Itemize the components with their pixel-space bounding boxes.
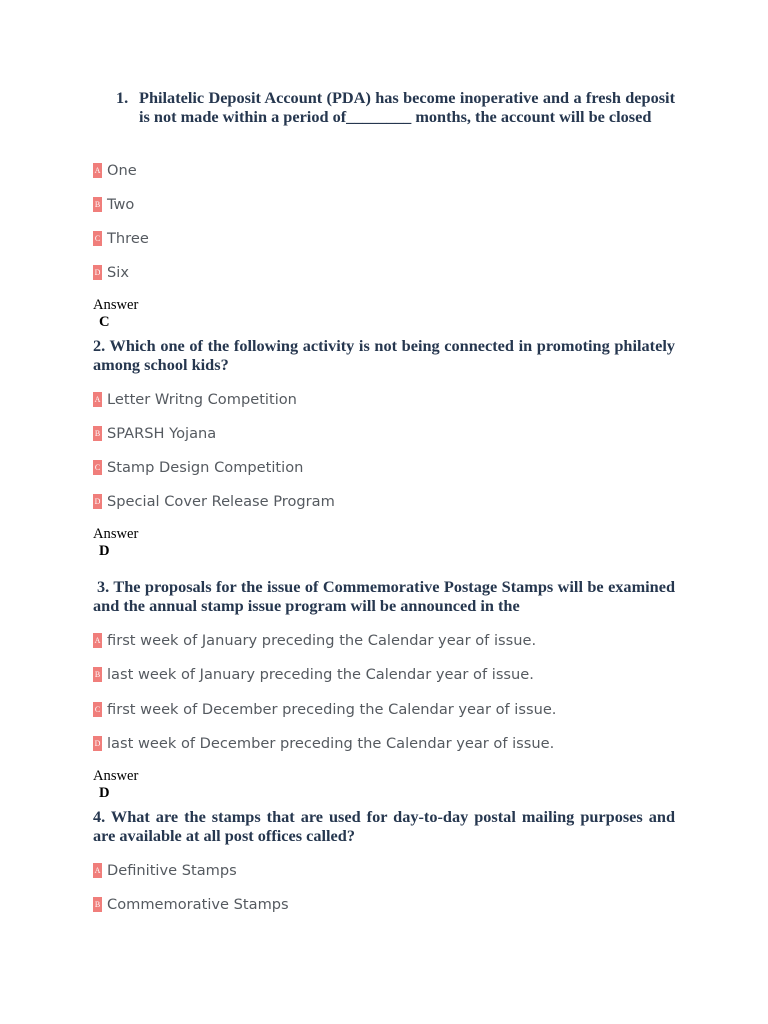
option-a[interactable] [93,390,297,408]
option-letter-badge: A [93,633,102,648]
option-text: Three [107,229,149,247]
answer-label: Answer [93,768,139,784]
option-c[interactable] [93,458,303,476]
option-a[interactable] [93,631,536,649]
option-b[interactable] [93,895,289,913]
option-text: first week of January preceding the Calendar year of issue. [107,631,537,649]
question-number: 1. [116,88,129,107]
option-d[interactable] [93,263,129,281]
option-letter-badge: D [93,736,102,751]
option-letter-badge: C [93,231,102,246]
option-text: Two [107,195,135,213]
option-letter-badge: D [93,265,102,280]
answer-value: C [99,314,110,330]
option-a[interactable] [93,861,237,879]
question-3: 3. The proposals for the issue of Commemorative Postage Stamps will be examined and the annual stamp issue program will be announced in the [93,577,675,615]
option-text: One [107,161,137,179]
option-text: Special Cover Release Program [107,492,335,510]
option-letter-badge: A [93,863,102,878]
option-d[interactable] [93,492,335,510]
answer-label: Answer [93,297,139,313]
question-text: Philatelic Deposit Account (PDA) has become inoperative and a fresh deposit is not made within a period of________ months, the account will be closed [139,88,675,126]
option-letter-badge: B [93,197,102,212]
option-text: Stamp Design Competition [107,458,304,476]
option-text: Six [107,263,129,281]
option-letter-badge: D [93,494,102,509]
option-letter-badge: A [93,392,102,407]
option-a[interactable] [93,161,137,179]
option-letter-badge: A [93,163,102,178]
option-text: SPARSH Yojana [107,424,217,442]
option-letter-badge: B [93,426,102,441]
option-text: last week of January preceding the Calendar year of issue. [107,665,534,683]
option-d[interactable] [93,734,554,752]
answer-value: D [99,785,110,801]
option-letter-badge: C [93,460,102,475]
option-text: Commemorative Stamps [107,895,289,913]
option-text: first week of December preceding the Calendar year of issue. [107,700,557,718]
option-c[interactable] [93,229,149,247]
question-2: 2. Which one of the following activity is not being connected in promoting philately among school kids? [93,336,675,374]
option-b[interactable] [93,195,134,213]
question-4: 4. What are the stamps that are used for day-to-day postal mailing purposes and are available at all post offices called? [93,807,675,845]
option-text: Definitive Stamps [107,861,237,879]
option-letter-badge: B [93,897,102,912]
question-1 [116,88,675,126]
option-c[interactable] [93,700,556,718]
option-b[interactable] [93,665,534,683]
answer-value: D [99,543,110,559]
option-text: Letter Writng Competition [107,390,297,408]
option-b[interactable] [93,424,216,442]
answer-label: Answer [93,526,139,542]
option-letter-badge: C [93,702,102,717]
option-letter-badge: B [93,667,102,682]
option-text: last week of December preceding the Calendar year of issue. [107,734,555,752]
